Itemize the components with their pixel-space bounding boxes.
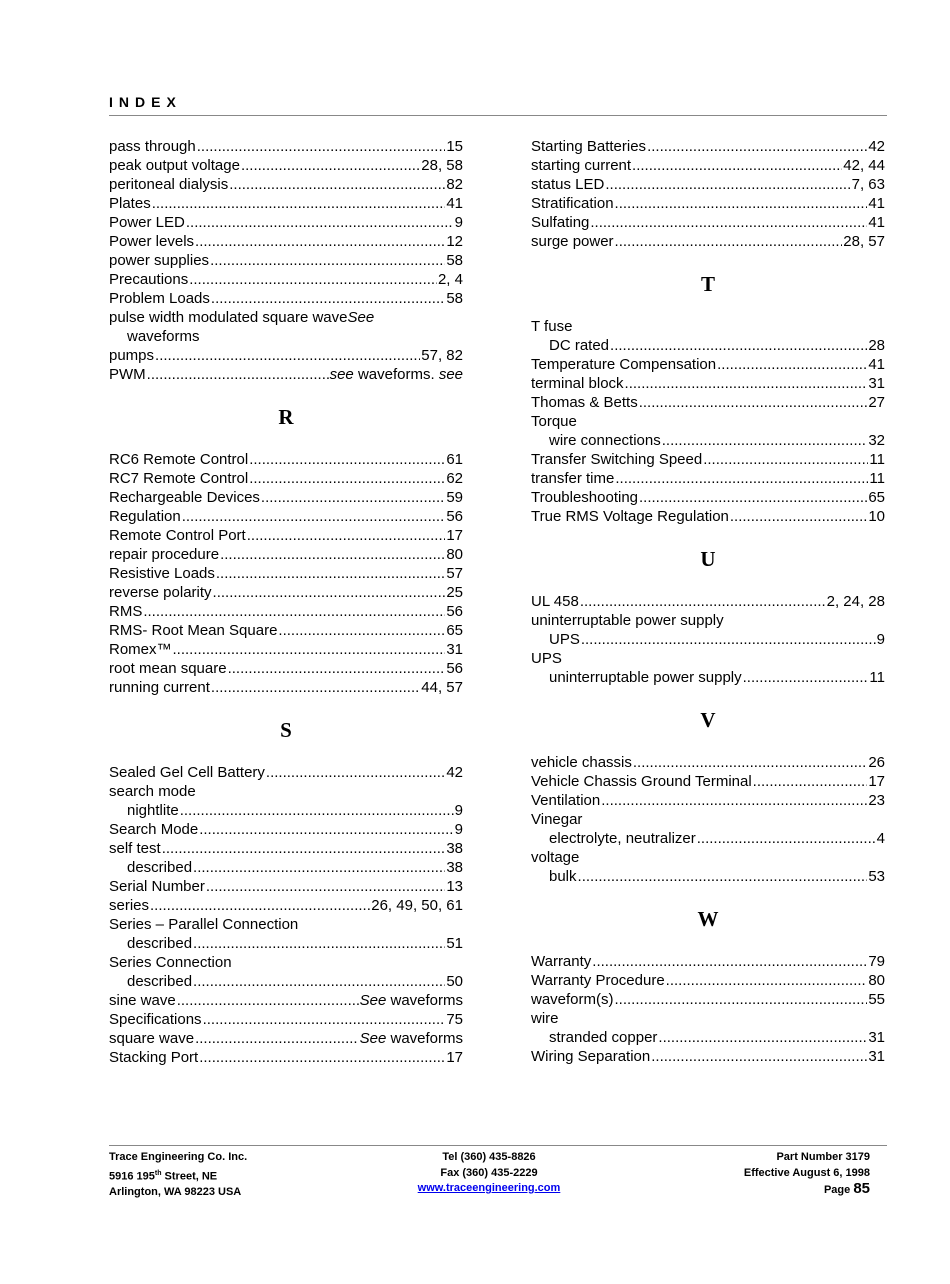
index-entry: Problem Loads ..... 58	[109, 289, 463, 308]
index-entry: Specifications ..... 75	[109, 1010, 463, 1029]
index-subentry: uninterruptable power supply ..... 11	[531, 668, 885, 687]
index-subentry: nightlite ..... 9	[109, 801, 463, 820]
index-entry: UL 458 ..... 2, 24, 28	[531, 592, 885, 611]
footer-divider	[109, 1145, 887, 1146]
index-entry: vehicle chassis ..... 26	[531, 753, 885, 772]
index-subentry: described ..... 50	[109, 972, 463, 991]
index-entry: terminal block ..... 31	[531, 374, 885, 393]
section-letter-v: V	[700, 708, 716, 732]
section-letter-r: R	[278, 405, 294, 429]
index-subentry: UPS ..... 9	[531, 630, 885, 649]
index-entry: Precautions ..... 2, 4	[109, 270, 463, 289]
part-number: Part Number 3179	[776, 1151, 870, 1163]
index-entry: True RMS Voltage Regulation ..... 10	[531, 507, 885, 526]
index-heading: T fuse	[531, 318, 573, 335]
company-name: Trace Engineering Co. Inc.	[109, 1151, 248, 1163]
index-subentry: wire connections ..... 32	[531, 431, 885, 450]
city-address: Arlington, WA 98223 USA	[109, 1185, 242, 1198]
index-entry: Remote Control Port ..... 17	[109, 526, 463, 545]
index-entry: pass through ..... 15	[109, 137, 463, 156]
index-entry: reverse polarity ..... 25	[109, 583, 463, 602]
index-entry: Serial Number ..... 13	[109, 877, 463, 896]
page-title: INDEX	[109, 94, 182, 110]
index-entry: RMS ..... 56	[109, 602, 463, 621]
index-heading: uninterruptable power supply	[531, 612, 724, 629]
index-entry: Regulation ..... 56	[109, 507, 463, 526]
index-entry: waveform(s) ..... 55	[531, 990, 885, 1009]
index-entry: Thomas & Betts ..... 27	[531, 393, 885, 412]
index-entry: Ventilation ..... 23	[531, 791, 885, 810]
index-entry: Search Mode ..... 9	[109, 820, 463, 839]
index-entry: pulse width modulated square waveSee waveforms	[109, 309, 375, 345]
section-letter-t: T	[700, 272, 715, 296]
index-entry: PWM ..... see waveforms. see	[109, 365, 463, 384]
street-address: 5916 195th Street, NE	[109, 1169, 218, 1183]
index-entry: Starting Batteries ..... 42	[531, 137, 885, 156]
index-entry: Vehicle Chassis Ground Terminal ..... 17	[531, 772, 885, 791]
index-entry: Sealed Gel Cell Battery ..... 42	[109, 763, 463, 782]
index-entry: Romex™ ..... 31	[109, 640, 463, 659]
index-column-left	[109, 137, 463, 1067]
index-entry: self test ..... 38	[109, 839, 463, 858]
index-heading: Series – Parallel Connection	[109, 916, 299, 933]
index-heading: Series Connection	[109, 954, 232, 971]
index-subentry: described ..... 51	[109, 934, 463, 953]
index-entry: Wiring Separation ..... 31	[531, 1047, 885, 1066]
footer-document-info	[700, 1150, 870, 1199]
footer-address	[109, 1150, 247, 1200]
index-entry: running current ..... 44, 57	[109, 678, 463, 697]
section-letter-u: U	[700, 547, 716, 571]
index-entry: RMS- Root Mean Square ..... 65	[109, 621, 463, 640]
index-heading: Torque	[531, 413, 577, 430]
index-entry: Sulfating ..... 41	[531, 213, 885, 232]
section-letter-w: W	[697, 907, 719, 931]
index-entry: Resistive Loads ..... 57	[109, 564, 463, 583]
index-entry: series ..... 26, 49, 50, 61	[109, 896, 463, 915]
header-divider	[109, 115, 887, 116]
index-entry: Warranty ..... 79	[531, 952, 885, 971]
index-heading: UPS	[531, 650, 562, 667]
index-entry: square wave ..... See waveforms	[109, 1029, 463, 1048]
index-entry: Rechargeable Devices ..... 59	[109, 488, 463, 507]
footer-contact	[405, 1150, 573, 1197]
index-entry: status LED ..... 7, 63	[531, 175, 885, 194]
telephone: Tel (360) 435-8826	[442, 1151, 536, 1163]
effective-date: Effective August 6, 1998	[743, 1166, 870, 1179]
index-entry: Transfer Switching Speed ..... 11	[531, 450, 885, 469]
index-entry: Warranty Procedure ..... 80	[531, 971, 885, 990]
index-subentry: described ..... 38	[109, 858, 463, 877]
index-subentry: electrolyte, neutralizer ..... 4	[531, 829, 885, 848]
index-entry: transfer time ..... 11	[531, 469, 885, 488]
index-entry: Power levels ..... 12	[109, 232, 463, 251]
index-column-right	[531, 137, 885, 1066]
index-entry: power supplies ..... 58	[109, 251, 463, 270]
index-entry: repair procedure ..... 80	[109, 545, 463, 564]
index-entry: pumps ..... 57, 82	[109, 346, 463, 365]
index-subentry: stranded copper ..... 31	[531, 1028, 885, 1047]
index-entry: peak output voltage ..... 28, 58	[109, 156, 463, 175]
index-entry: sine wave ..... See waveforms	[109, 991, 463, 1010]
index-entry: Stacking Port ..... 17	[109, 1048, 463, 1067]
index-subentry: bulk ..... 53	[531, 867, 885, 886]
index-heading: Vinegar	[531, 811, 583, 828]
index-entry: Temperature Compensation ..... 41	[531, 355, 885, 374]
index-heading: search mode	[109, 783, 196, 800]
index-entry: Plates ..... 41	[109, 194, 463, 213]
index-entry: RC7 Remote Control ..... 62	[109, 469, 463, 488]
index-heading: wire	[531, 1010, 559, 1027]
website-link[interactable]: www.traceengineering.com	[417, 1182, 561, 1194]
section-letter-s: S	[280, 718, 292, 742]
index-entry: root mean square ..... 56	[109, 659, 463, 678]
index-entry: Troubleshooting ..... 65	[531, 488, 885, 507]
index-entry: surge power ..... 28, 57	[531, 232, 885, 251]
index-entry: Stratification ..... 41	[531, 194, 885, 213]
index-entry: peritoneal dialysis ..... 82	[109, 175, 463, 194]
page-number: Page 85	[823, 1180, 870, 1197]
index-entry: RC6 Remote Control ..... 61	[109, 450, 463, 469]
index-entry: starting current ..... 42, 44	[531, 156, 885, 175]
index-subentry: DC rated ..... 28	[531, 336, 885, 355]
index-entry: Power LED ..... 9	[109, 213, 463, 232]
index-heading: voltage	[531, 849, 580, 866]
fax: Fax (360) 435-2229	[440, 1166, 538, 1179]
